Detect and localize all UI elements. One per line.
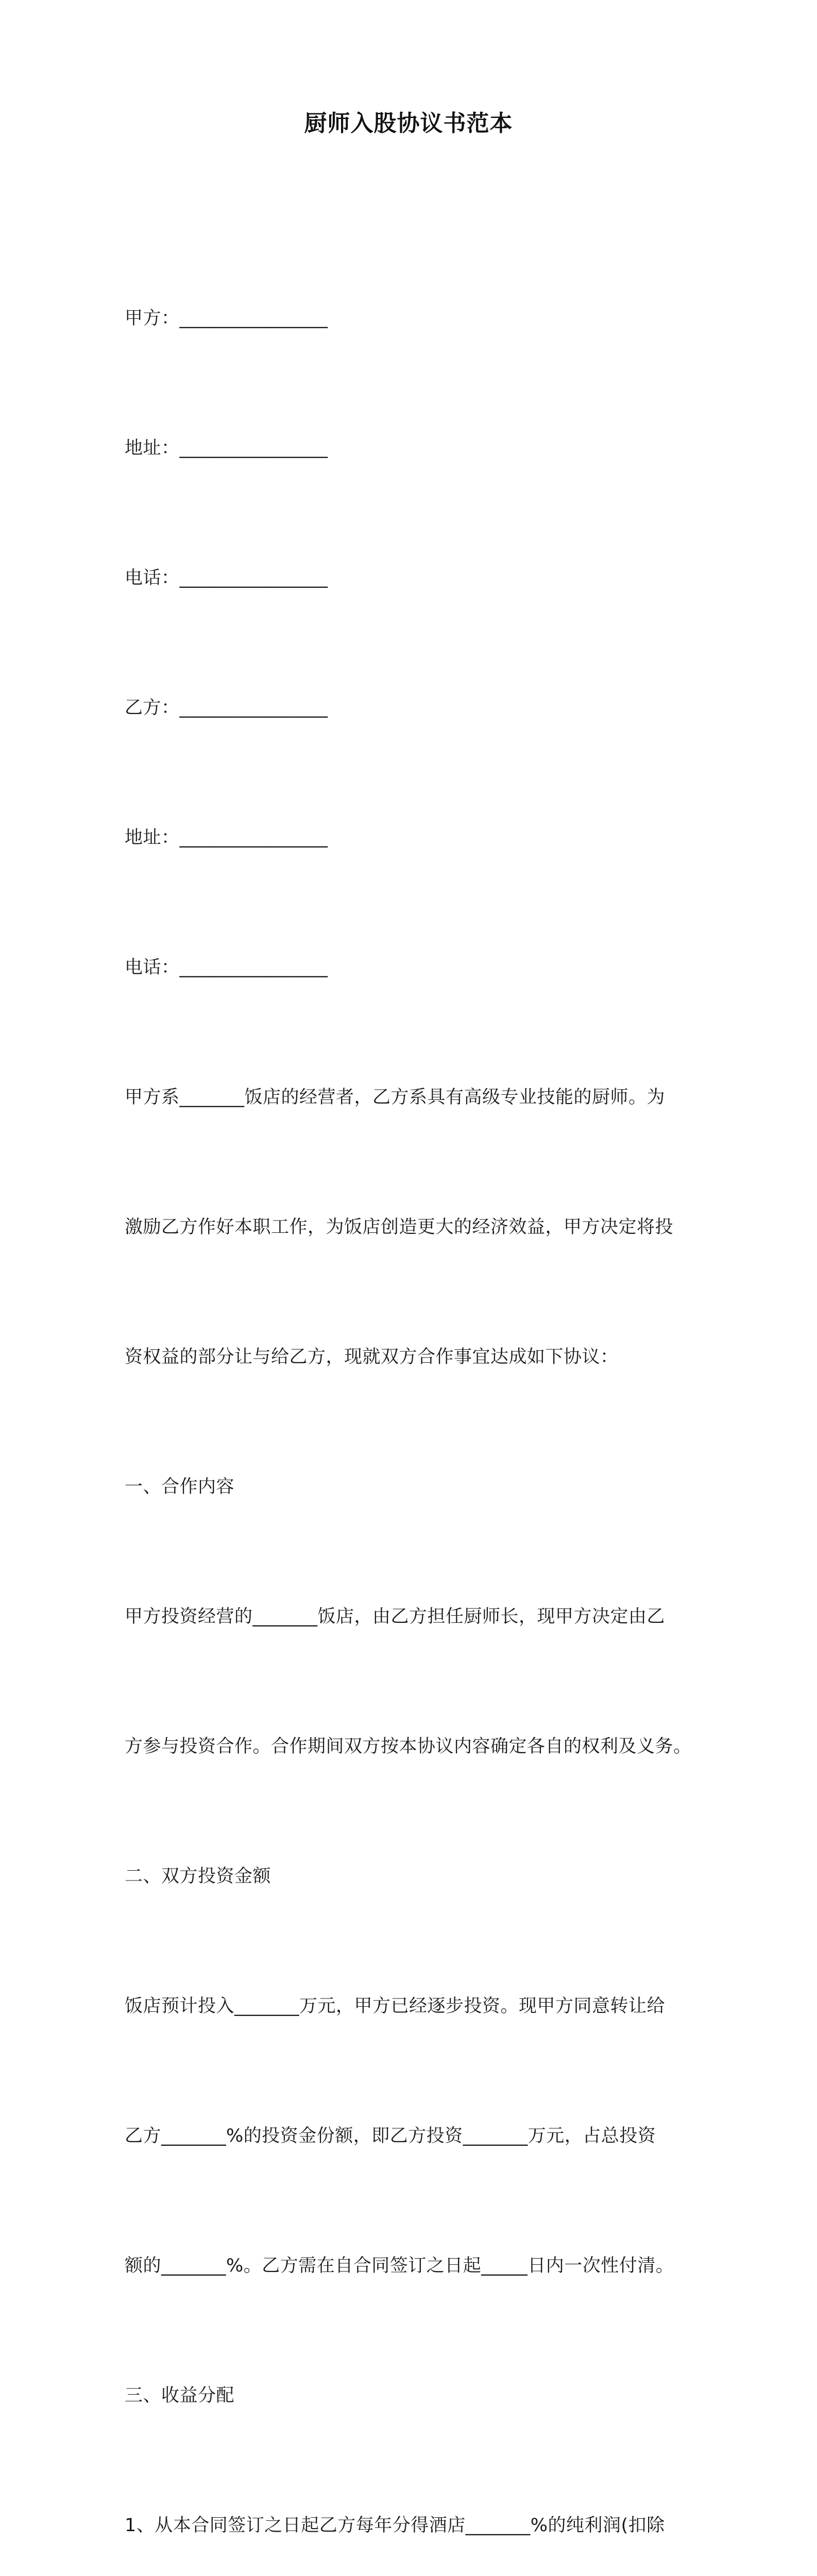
preamble-line: 激励乙方作好本职工作，为饭店创造更大的经济效益，甲方决定将投 [125,1217,674,1238]
party-b-phone-field: 电话：________________ [125,957,328,978]
preamble-line: 甲方系_______饭店的经营者，乙方系具有高级专业技能的厨师。为 [125,1087,666,1108]
paragraph-line: 1、从本合同签订之日起乙方每年分得酒店_______%的纯利润(扣除 [125,2515,665,2536]
party-b-address-field: 地址：________________ [125,827,328,848]
party-a-field: 甲方：________________ [125,308,328,329]
paragraph-line: 额的_______%。乙方需在自合同签订之日起_____日内一次性付清。 [125,2256,674,2276]
section-heading-cooperation: 一、合作内容 [125,1477,235,1497]
section-heading-investment: 二、双方投资金额 [125,1866,271,1887]
paragraph-line: 饭店预计投入_______万元，甲方已经逐步投资。现甲方同意转让给 [125,1996,666,2016]
party-b-field: 乙方：________________ [125,698,328,718]
paragraph-line: 方参与投资合作。合作期间双方按本协议内容确定各自的权利及义务。 [125,1736,692,1757]
party-a-phone-field: 电话：________________ [125,568,328,588]
party-a-address-field: 地址：________________ [125,438,328,459]
preamble-line: 资权益的部分让与给乙方，现就双方合作事宜达成如下协议： [125,1347,619,1367]
document-body [125,210,712,2576]
document-title: 厨师入股协议书范本 [304,110,513,137]
section-heading-profit: 三、收益分配 [125,2385,235,2406]
paragraph-line: 甲方投资经营的_______饭店，由乙方担任厨师长，现甲方决定由乙 [125,1606,666,1627]
paragraph-line: 乙方_______%的投资金份额，即乙方投资_______万元，占总投资 [125,2126,656,2146]
